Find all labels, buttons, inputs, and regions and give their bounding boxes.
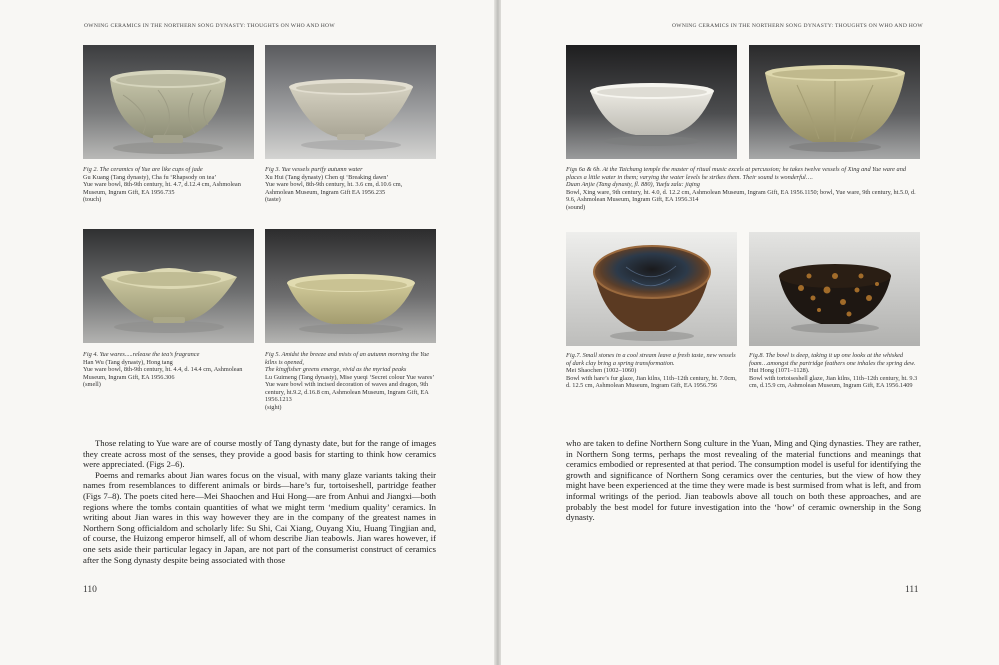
right-page [501,0,999,665]
fig6a-photo [566,45,737,159]
fig3-line: Xu Hui (Tang dynasty) Chen qi ‘Breaking dawn’ [265,173,389,181]
fig7-photo [566,232,737,346]
fig7-title: Fig.7. Small stones in a cool stream leave a fresh taste, new vessels of dark clay bring a spring transformation. [566,352,736,367]
right-body-text [566,438,921,523]
fig4-line: Museum, Ingram Gift, EA 1956.306 [83,373,175,381]
fig3-title: Fig 3. Yue vessels purify autumn water [265,166,363,173]
fig6-line: (sound) [566,203,586,211]
fig2-photo [83,45,254,159]
paragraph: who are taken to define Northern Song culture in the Yuan, Ming and Qing dynasties. They are rather, in Northern Song terms, perhaps the most revealing of the material functions and meanings that ceramics embodied or represented at that period. The consumption model is useful for identifying the growth and significance of Northern Song ceramics over the centuries, but the view of how they might have been experienced at the time they were made is best surmised from what is left, and from informal writings of the period. Jian teabowls above all touch on both these approaches, and are probably the best model for future investigation into the ‘how’ of ceramic ownership in the Song dynasty. [566,438,921,523]
paragraph: Those relating to Yue ware are of course mostly of Tang dynasty date, but for the range of images they create across most of the senses, they provide a good basis for starting to think how ceramics were appreciated. (Figs 2–6). [83,438,436,470]
fig5-line: (sight) [265,403,282,411]
fig8-title: Fig.8. The bowl is deep, taking it up one looks at the whisked foam…amongst the partridge feathers one inhales the spring dew. [749,352,916,367]
fig5-line: The kingfisher greens emerge, vivid as the myriad peaks [265,366,407,373]
paragraph: Poems and remarks about Jian wares focus on the visual, with many glaze variants taking their names from resemblances to different animals or birds—hare’s fur, tortoiseshell, partridge feather (Figs 7–8). The poets cited here—Mei Shaochen and Hui Hong—are from Anhui and Jiangxi—both regions where the tombs contain quantities of what we might term ‘medium quality’ ceramics. In writing about Jian wares in this way however they are in the company of the greatest names in Northern Song officialdom and scholarly life: Su Shi, Cai Xiang, Ouyang Xiu, Huang Tingjian and, of course, the Huizong emperor himself, all of whom describe Jian teabowls. Jian wares however, if one sets aside their particular legacy in Japan, are not part of the consumerist construct of ceramics after the Song dynasty despite being associated with those [83,469,436,565]
fig4-photo [83,229,254,343]
fig5-photo [265,229,436,343]
fig3-photo [265,45,436,159]
fig8-photo [749,232,920,346]
running-head-right: OWNING CERAMICS IN THE NORTHERN SONG DYNASTY: THOUGHTS ON WHO AND HOW [672,23,923,29]
fig2-line: Yue ware bowl, 8th-9th century, ht. 4.7, d.12.4 cm, Ashmolean [83,181,241,188]
fig6-line: Duan Anjie (Tang dynasty, fl. 880), Yuefu zalu: jiqing [566,181,700,188]
fig6-title: Figs 6a & 6b. At the Taichang temple the master of ritual music excels at percussion; he takes twelve vessels of Xing and Yue ware and places a little water in them; varying the water levels he strikes them. Their sound is wonderful…. [566,166,906,181]
page-number-right: 111 [905,585,919,595]
fig5-line: Yue ware bowl with incised decoration of waves and dragon, 9th century, ht.9.2, d.16.8 cm, Ashmolean Museum, Ingram Gift, EA 1956.1213 [265,381,429,403]
fig2-caption [83,166,255,204]
left-body-text [83,438,436,565]
fig4-line: Han Wu (Tang dynasty), Hong tang [83,358,173,366]
fig3-line: (taste) [265,196,281,203]
fig7-line: Mei Shaochen (1002–1060) [566,367,637,374]
fig3-line: Ashmolean Museum, Ingram Gift EA 1956.235 [265,188,386,196]
fig2-line: (touch) [83,196,102,203]
fig2-title: Fig 2. The ceramics of Yue are like cups of jade [83,166,203,173]
fig6-line: Bowl, Xing ware, 9th century, ht. 4.0, d. 12.2 cm, Ashmolean Museum, Ingram Gift, EA 1956.1150; bowl, Yue ware, 9th century, ht.5.0, d. 9.6, Ashmolean Museum, Ingram Gift, EA 1956.314 [566,188,916,203]
fig5-line: Lu Guimeng (Tang dynasty), Mise yueqi ‘Secret colour Yue wares’ [265,373,435,381]
fig5-title: Fig 5. Amidst the breeze and mists of an autumn morning the Yue kilns is opened, [265,351,430,366]
fig4-line: (smell) [83,381,101,388]
fig6-caption [566,166,921,211]
fig2-line: Museum, Ingram Gift, EA 1956.735 [83,188,175,196]
fig6b-photo [749,45,920,159]
running-head-left: OWNING CERAMICS IN THE NORTHERN SONG DYNASTY: THOUGHTS ON WHO AND HOW [84,23,335,29]
fig3-line: Yue ware bowl, 8th-9th century, ht. 3.6 cm, d.10.6 cm, [265,181,403,188]
fig2-line: Gu Kuang (Tang dynasty), Cha fu ‘Rhapsody on tea’ [83,173,217,181]
fig3-caption [265,166,437,204]
fig4-caption [83,351,255,389]
fig8-line: Hui Hong (1071–1128). [749,367,810,374]
fig4-title: Fig 4. Yue wares.....release the tea’s fragrance [83,351,200,358]
fig5-caption [265,351,437,411]
fig8-line: Bowl with tortoiseshell glaze, Jian kilns, 11th–12th century, ht. 9.3 cm, d.15.9 cm, Ashmolean Museum, Ingram Gift, EA 1956.1409 [749,374,918,389]
fig7-line: Bowl with hare’s fur glaze, Jian kilns, 11th–12th century, ht. 7.0cm, d. 12.5 cm, Ashmolean Museum, Ingram Gift, EA 1956.756 [566,374,737,389]
left-page [0,0,496,665]
fig7-caption [566,352,738,390]
fig8-caption [749,352,921,390]
page-number-left: 110 [83,585,97,595]
fig4-line: Yue ware bowl, 8th-9th century, ht. 4.4, d. 14.4 cm, Ashmolean [83,366,243,373]
